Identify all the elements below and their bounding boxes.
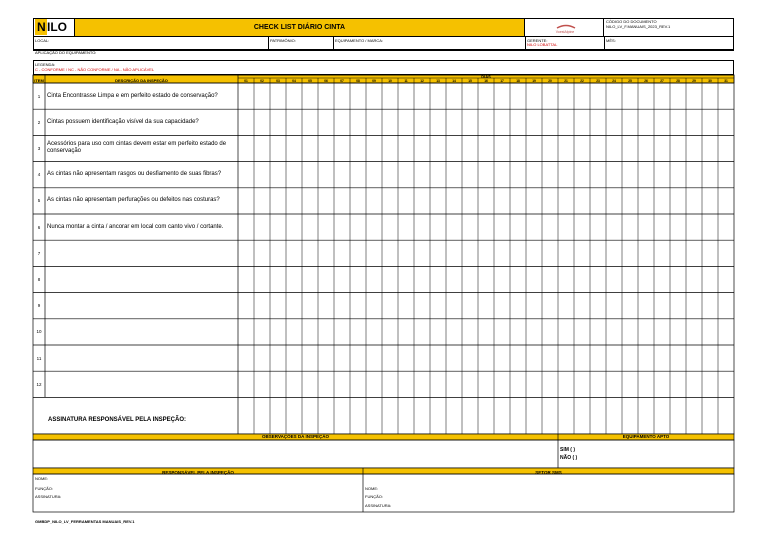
legend-text: C - CONFORME / NC - NÃO CONFORME / NA - NÃO APLICÁVEL <box>35 67 155 72</box>
row-description: Acessórios para uso com cintas devem estar em perfeito estado de conservação <box>47 141 227 155</box>
day-label: 14 <box>452 78 456 83</box>
day-label: 06 <box>324 78 328 83</box>
signature-row-label: ASSINATURA RESPONSÁVEL PELA INSPEÇÃO: <box>48 417 187 423</box>
aplicacao-label: APLICAÇÃO DO EQUIPAMENTO: <box>35 50 97 55</box>
day-label: 04 <box>292 78 296 83</box>
assinatura-label-left: ASSINATURA: <box>35 494 62 499</box>
day-label: 26 <box>644 78 648 83</box>
row-description: Nunca montar a cinta / ancorar em local com canto vivo / cortante. <box>47 223 224 230</box>
local-label: LOCAL: <box>35 38 50 43</box>
nome-label-right: NOME: <box>365 486 379 491</box>
patrimonio-label: PATRIMÔNIO: <box>270 38 296 43</box>
day-label: 09 <box>372 78 376 83</box>
day-label: 28 <box>676 78 680 83</box>
day-label: 12 <box>420 78 424 83</box>
nome-label-left: NOME: <box>35 476 49 481</box>
setor-header: SETOR SMS <box>535 470 562 475</box>
equipamento-apto-header: EQUIPAMENTO APTO <box>622 434 670 439</box>
row-description: Cintas possuem identificação visível da sua capacidade? <box>47 118 199 125</box>
row-description <box>47 266 236 292</box>
day-label: 27 <box>660 78 664 83</box>
doc-code: NILO_LV_F.MANUAIS_2023_REV.1 <box>606 24 671 29</box>
row-description <box>47 345 236 371</box>
gerente-label: GERENTE: <box>527 38 548 43</box>
day-label: 19 <box>532 78 536 83</box>
day-label: 02 <box>260 78 264 83</box>
day-label: 18 <box>516 78 520 83</box>
nao-option[interactable]: NÃO ( ) <box>560 455 578 461</box>
row-description <box>47 240 236 266</box>
svg-text:VoestAlpine: VoestAlpine <box>555 30 575 34</box>
item-header: ITEM <box>34 78 44 83</box>
equipamento-label: EQUIPAMENTO / MARCA: <box>335 38 384 43</box>
day-label: 10 <box>388 78 392 83</box>
row-number: 1 <box>37 93 41 99</box>
day-label: 31 <box>724 78 728 83</box>
row-number: 9 <box>37 303 41 309</box>
desc-header: DESCRIÇÃO DA INSPEÇÃO <box>115 78 168 83</box>
day-label: 15 <box>468 78 472 83</box>
row-number: 3 <box>37 145 41 151</box>
day-label: 22 <box>580 78 584 83</box>
row-description <box>47 319 236 345</box>
responsavel-header: RESPONSÁVEL PELA INSPEÇÃO <box>162 470 234 475</box>
day-label: 08 <box>356 78 360 83</box>
row-number: 6 <box>37 224 41 230</box>
row-number: 8 <box>37 276 41 282</box>
gerente-value: NILO LOBATTAL <box>527 42 558 47</box>
observacoes-box <box>33 440 734 468</box>
footer-code: GMBDP_NILO_LV_FERRAMENTAS MANUAIS_REV.1 <box>35 519 135 524</box>
logo-letter: N <box>37 20 46 34</box>
day-label: 23 <box>596 78 600 83</box>
row-description: As cintas não apresentam rasgos ou desfiamento de suas fibras? <box>47 171 222 178</box>
day-label: 13 <box>436 78 440 83</box>
row-number: 5 <box>37 198 41 204</box>
day-label: 21 <box>564 78 568 83</box>
day-label: 17 <box>500 78 504 83</box>
sim-option[interactable]: SIM ( ) <box>560 447 575 453</box>
row-number: 7 <box>37 250 41 256</box>
day-label: 07 <box>340 78 344 83</box>
row-description <box>47 371 236 397</box>
funcao-label-right: FUNÇÃO: <box>365 494 383 499</box>
day-label: 24 <box>612 78 616 83</box>
day-label: 01 <box>244 78 248 83</box>
day-label: 29 <box>692 78 696 83</box>
funcao-label-left: FUNÇÃO: <box>35 486 53 491</box>
day-label: 20 <box>548 78 552 83</box>
day-label: 16 <box>484 78 488 83</box>
row-number: 2 <box>37 119 41 125</box>
legend-title: LEGENDA: <box>35 62 56 67</box>
dias-header: DIAS <box>481 74 491 79</box>
row-number: 4 <box>37 172 41 178</box>
day-label: 05 <box>308 78 312 83</box>
observacoes-header: OBSERVAÇÕES DA INSPEÇÃO <box>262 434 329 439</box>
day-label: 11 <box>404 78 408 83</box>
row-description: Cinta Encontrasse Limpa e em perfeito estado de conservação? <box>47 92 218 99</box>
mes-label: MÊS: <box>606 38 616 43</box>
logo-text: ILO <box>47 20 67 34</box>
day-label: 25 <box>628 78 632 83</box>
page-title: CHECK LIST DIÁRIO CINTA <box>253 24 346 31</box>
row-description <box>47 293 236 319</box>
day-label: 03 <box>276 78 280 83</box>
row-number: 12 <box>36 381 42 387</box>
assinatura-label-right: ASSINATURA: <box>365 503 392 508</box>
row-number: 10 <box>36 329 42 335</box>
doc-code-label: CÓDIGO DO DOCUMENTO <box>606 19 657 24</box>
row-description: As cintas não apresentam perfurações ou defeitos nas costuras? <box>47 197 220 204</box>
day-label: 30 <box>708 78 712 83</box>
row-number: 11 <box>36 355 42 361</box>
